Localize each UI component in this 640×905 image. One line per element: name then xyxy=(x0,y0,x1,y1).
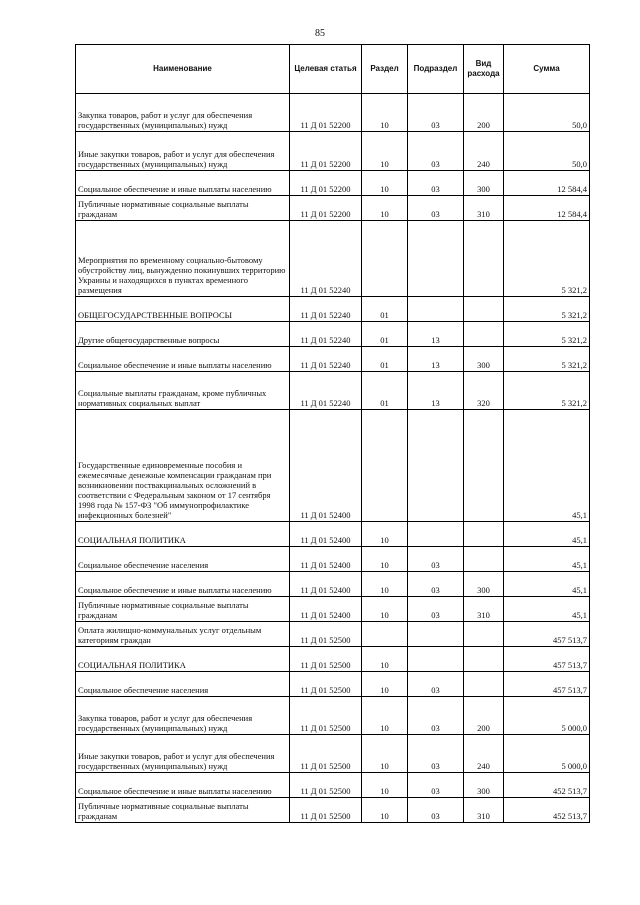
cell-expense: 310 xyxy=(464,196,504,221)
cell-section: 10 xyxy=(362,547,408,572)
table-row xyxy=(76,297,590,322)
cell-section: 10 xyxy=(362,94,408,132)
cell-target: 11 Д 01 52500 xyxy=(290,672,362,697)
cell-section: 10 xyxy=(362,522,408,547)
header-amount: Сумма xyxy=(504,45,590,94)
cell-amount: 457 513,7 xyxy=(504,672,590,697)
header-target: Целевая статья xyxy=(290,45,362,94)
cell-name: Социальное обеспечение и иные выплаты населению xyxy=(76,171,290,196)
cell-subsection xyxy=(408,297,464,322)
cell-target: 11 Д 01 52240 xyxy=(290,221,362,297)
table-row xyxy=(76,347,590,372)
cell-expense: 300 xyxy=(464,572,504,597)
cell-subsection: 03 xyxy=(408,697,464,735)
cell-target: 11 Д 01 52400 xyxy=(290,547,362,572)
cell-amount: 12 584,4 xyxy=(504,171,590,196)
cell-expense xyxy=(464,622,504,647)
cell-amount: 5 000,0 xyxy=(504,697,590,735)
table-row xyxy=(76,572,590,597)
cell-amount: 12 584,4 xyxy=(504,196,590,221)
cell-target: 11 Д 01 52200 xyxy=(290,94,362,132)
cell-amount: 45,1 xyxy=(504,572,590,597)
cell-expense xyxy=(464,410,504,522)
cell-expense xyxy=(464,647,504,672)
cell-amount: 5 321,2 xyxy=(504,322,590,347)
cell-name: Оплата жилищно-коммунальных услуг отдельным категориям граждан xyxy=(76,622,290,647)
table-row xyxy=(76,522,590,547)
cell-subsection: 03 xyxy=(408,572,464,597)
cell-expense xyxy=(464,322,504,347)
cell-section: 01 xyxy=(362,347,408,372)
cell-target: 11 Д 01 52400 xyxy=(290,410,362,522)
cell-target: 11 Д 01 52240 xyxy=(290,372,362,410)
cell-name: Публичные нормативные социальные выплаты гражданам xyxy=(76,196,290,221)
table-row xyxy=(76,697,590,735)
cell-subsection: 13 xyxy=(408,322,464,347)
cell-amount: 452 513,7 xyxy=(504,773,590,798)
cell-name: Другие общегосударственные вопросы xyxy=(76,322,290,347)
cell-name: ОБЩЕГОСУДАРСТВЕННЫЕ ВОПРОСЫ xyxy=(76,297,290,322)
cell-target: 11 Д 01 52500 xyxy=(290,798,362,823)
cell-target: 11 Д 01 52200 xyxy=(290,132,362,171)
cell-section: 10 xyxy=(362,672,408,697)
cell-name: Социальные выплаты гражданам, кроме публичных нормативных социальных выплат xyxy=(76,372,290,410)
header-name: Наименование xyxy=(76,45,290,94)
cell-section xyxy=(362,221,408,297)
cell-section: 10 xyxy=(362,798,408,823)
cell-subsection: 03 xyxy=(408,798,464,823)
cell-amount: 45,1 xyxy=(504,547,590,572)
cell-name: Государственные единовременные пособия и ежемесячные денежные компенсации гражданам при возникновении поствакцинальных осложнений в соответствии с Федеральным законом от 17 сентября 1998 года № 157-ФЗ "Об иммунопрофилактике инфекционных болезней" xyxy=(76,410,290,522)
header-expense: Вид расхода xyxy=(464,45,504,94)
cell-target: 11 Д 01 52200 xyxy=(290,196,362,221)
cell-target: 11 Д 01 52240 xyxy=(290,297,362,322)
cell-subsection xyxy=(408,647,464,672)
cell-amount: 5 321,2 xyxy=(504,372,590,410)
cell-section: 10 xyxy=(362,132,408,171)
cell-amount: 452 513,7 xyxy=(504,798,590,823)
cell-name: Публичные нормативные социальные выплаты гражданам xyxy=(76,597,290,622)
cell-section: 10 xyxy=(362,597,408,622)
table-row xyxy=(76,94,590,132)
cell-expense: 200 xyxy=(464,94,504,132)
table-row xyxy=(76,372,590,410)
table-row xyxy=(76,647,590,672)
cell-name: Иные закупки товаров, работ и услуг для обеспечения государственных (муниципальных) нужд xyxy=(76,132,290,171)
budget-table xyxy=(75,44,590,823)
cell-amount: 5 321,2 xyxy=(504,221,590,297)
cell-subsection: 03 xyxy=(408,597,464,622)
cell-expense xyxy=(464,672,504,697)
cell-target: 11 Д 01 52240 xyxy=(290,322,362,347)
cell-target: 11 Д 01 52400 xyxy=(290,572,362,597)
cell-name: Социальное обеспечение и иные выплаты населению xyxy=(76,347,290,372)
table-row xyxy=(76,597,590,622)
cell-expense: 300 xyxy=(464,347,504,372)
cell-amount: 50,0 xyxy=(504,94,590,132)
cell-amount: 45,1 xyxy=(504,410,590,522)
cell-section: 10 xyxy=(362,647,408,672)
cell-amount: 457 513,7 xyxy=(504,647,590,672)
cell-expense xyxy=(464,221,504,297)
cell-subsection xyxy=(408,221,464,297)
table-row xyxy=(76,798,590,823)
cell-section xyxy=(362,622,408,647)
cell-target: 11 Д 01 52500 xyxy=(290,773,362,798)
header-subsection: Подраздел xyxy=(408,45,464,94)
table-row xyxy=(76,132,590,171)
cell-expense: 300 xyxy=(464,171,504,196)
cell-expense: 200 xyxy=(464,697,504,735)
table-row xyxy=(76,773,590,798)
cell-subsection: 03 xyxy=(408,547,464,572)
cell-name: Закупка товаров, работ и услуг для обеспечения государственных (муниципальных) нужд xyxy=(76,94,290,132)
cell-subsection xyxy=(408,522,464,547)
cell-subsection xyxy=(408,622,464,647)
cell-target: 11 Д 01 52200 xyxy=(290,171,362,196)
cell-subsection: 03 xyxy=(408,672,464,697)
cell-expense: 240 xyxy=(464,132,504,171)
cell-name: Социальное обеспечение и иные выплаты населению xyxy=(76,773,290,798)
cell-subsection: 03 xyxy=(408,94,464,132)
cell-section: 01 xyxy=(362,322,408,347)
cell-section: 10 xyxy=(362,196,408,221)
cell-expense: 300 xyxy=(464,773,504,798)
cell-amount: 45,1 xyxy=(504,597,590,622)
cell-name: Социальное обеспечение и иные выплаты населению xyxy=(76,572,290,597)
cell-amount: 5 321,2 xyxy=(504,347,590,372)
cell-target: 11 Д 01 52400 xyxy=(290,597,362,622)
table-row xyxy=(76,221,590,297)
table-row xyxy=(76,622,590,647)
cell-name: Публичные нормативные социальные выплаты гражданам xyxy=(76,798,290,823)
table-row xyxy=(76,322,590,347)
cell-expense xyxy=(464,522,504,547)
cell-expense xyxy=(464,297,504,322)
header-section: Раздел xyxy=(362,45,408,94)
cell-subsection: 13 xyxy=(408,347,464,372)
page-number: 85 xyxy=(315,28,325,39)
table-body xyxy=(76,94,590,823)
cell-subsection: 03 xyxy=(408,773,464,798)
cell-amount: 5 321,2 xyxy=(504,297,590,322)
cell-name: Мероприятия по временному социально-бытовому обустройству лиц, вынужденно покинувших территорию Украины и находящихся в пунктах временного размещения xyxy=(76,221,290,297)
table-row xyxy=(76,672,590,697)
cell-amount: 5 000,0 xyxy=(504,735,590,773)
cell-section: 10 xyxy=(362,572,408,597)
cell-section xyxy=(362,410,408,522)
table-row xyxy=(76,410,590,522)
cell-amount: 45,1 xyxy=(504,522,590,547)
cell-target: 11 Д 01 52500 xyxy=(290,735,362,773)
cell-name: Социальное обеспечение населения xyxy=(76,672,290,697)
cell-expense: 240 xyxy=(464,735,504,773)
cell-section: 01 xyxy=(362,297,408,322)
cell-amount: 50,0 xyxy=(504,132,590,171)
cell-expense: 310 xyxy=(464,597,504,622)
cell-amount: 457 513,7 xyxy=(504,622,590,647)
cell-subsection: 03 xyxy=(408,171,464,196)
cell-subsection: 13 xyxy=(408,372,464,410)
table-row xyxy=(76,196,590,221)
cell-section: 10 xyxy=(362,773,408,798)
cell-section: 10 xyxy=(362,735,408,773)
table-row xyxy=(76,171,590,196)
cell-section: 10 xyxy=(362,697,408,735)
cell-section: 10 xyxy=(362,171,408,196)
cell-expense: 320 xyxy=(464,372,504,410)
cell-name: Социальное обеспечение населения xyxy=(76,547,290,572)
cell-subsection xyxy=(408,410,464,522)
cell-name: СОЦИАЛЬНАЯ ПОЛИТИКА xyxy=(76,647,290,672)
cell-subsection: 03 xyxy=(408,132,464,171)
cell-expense xyxy=(464,547,504,572)
cell-name: Иные закупки товаров, работ и услуг для обеспечения государственных (муниципальных) нужд xyxy=(76,735,290,773)
cell-subsection: 03 xyxy=(408,196,464,221)
cell-name: СОЦИАЛЬНАЯ ПОЛИТИКА xyxy=(76,522,290,547)
cell-subsection: 03 xyxy=(408,735,464,773)
cell-target: 11 Д 01 52400 xyxy=(290,522,362,547)
table-header-row xyxy=(76,45,590,94)
cell-target: 11 Д 01 52500 xyxy=(290,697,362,735)
cell-section: 01 xyxy=(362,372,408,410)
cell-target: 11 Д 01 52240 xyxy=(290,347,362,372)
table-row xyxy=(76,735,590,773)
cell-name: Закупка товаров, работ и услуг для обеспечения государственных (муниципальных) нужд xyxy=(76,697,290,735)
cell-expense: 310 xyxy=(464,798,504,823)
cell-target: 11 Д 01 52500 xyxy=(290,647,362,672)
cell-target: 11 Д 01 52500 xyxy=(290,622,362,647)
table-row xyxy=(76,547,590,572)
